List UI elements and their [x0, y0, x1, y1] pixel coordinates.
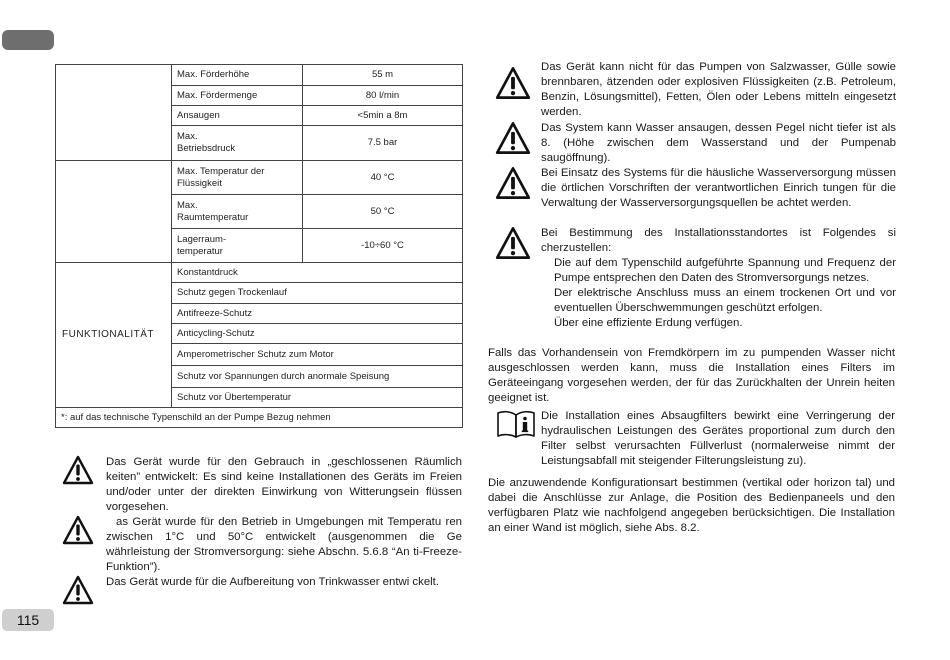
configuration-paragraph: Die anzuwendende Konfigurationsart bestimmen (vertikal oder horizon tal) und dabei die Anschlüsse zur Anlage, die Position des Bedienpaneels und den verfügbaren Platz wie nachfolgend angegeben berücksichtigen. Die Installation an einer Wand ist möglich, siehe Abs. 8.2.	[488, 477, 895, 534]
table-row	[56, 263, 463, 283]
param-line: Betriebsdruck	[177, 143, 236, 154]
warning-triangle-icon	[62, 455, 94, 485]
list-item: Der elektrische Anschluss muss an einem trockenen Ort und vor eventuellen Überschwemmungen geschützt erfolgen.	[554, 287, 896, 314]
param-cell: Ansaugen	[172, 106, 303, 126]
function-cell: Antifreeze-Schutz	[172, 304, 463, 324]
warning-text: Das System kann Wasser ansaugen, dessen Pegel nicht tiefer ist als 8. (Höhe zwischen dem Wasserstand und der Pumpenab saugöffnung).	[541, 122, 896, 164]
warning-block-fluids	[495, 60, 896, 120]
warning-block-drinking-water	[62, 575, 462, 605]
value-cell: <5min a 8m	[303, 106, 463, 126]
warning-text: as Gerät wurde für den Betrieb in Umgebungen mit Temperatu ren zwischen 1°C und 50°C entwickelt (ausgenommen die Ge währleistung der Stromversorgung: siehe Abschn. 5.6.8 “An ti-Freeze-Funktion”).	[106, 516, 462, 573]
value-cell: 50 °C	[303, 195, 463, 229]
warning-triangle-icon	[62, 515, 94, 545]
param-line: Max.	[177, 131, 198, 142]
warning-text: Das Gerät wurde für die Aufbereitung von Trinkwasser entwi ckelt.	[106, 576, 440, 588]
specification-table	[55, 64, 463, 428]
param-cell: Max. Förderhöhe	[172, 65, 303, 86]
warning-triangle-icon	[495, 66, 531, 100]
param-line: Raumtemperatur	[177, 211, 249, 223]
function-cell: Anticycling-Schutz	[172, 324, 463, 344]
param-cell	[172, 126, 303, 161]
warning-text: Das Gerät wurde für den Gebrauch in „geschlossenen Räumlich keiten” entwickelt: Es sind keine Installationen des Geräts im Freien und/oder unter der direkten Einwirkung von Witterungsein flüssen vorgesehen.	[106, 456, 462, 513]
param-line: Lagerraum-	[177, 233, 227, 245]
temperature-group-cell	[56, 161, 172, 263]
param-cell: Max. Fördermenge	[172, 86, 303, 106]
warning-block-regulations	[495, 166, 896, 211]
foreign-bodies-paragraph: Falls das Vorhandensein von Fremdkörpern im zu pumpenden Wasser nicht ausgeschlossen werden kann, muss die Installation eines Filters im Geräteeingang vorgesehen werden, der für das Zurückhalten der Unrein heiten geeignet ist.	[488, 347, 895, 404]
manual-info-icon	[496, 409, 536, 439]
value-cell: 40 °C	[303, 161, 463, 195]
param-line: Max.	[177, 199, 198, 211]
warning-text: Bei Bestimmung des Installationsstandortes ist Folgendes si cherzustellen:	[541, 227, 896, 254]
warning-text: Bei Einsatz des Systems für die häusliche Wasserversorgung müssen die örtlichen Vorschriften der verantwortlichen Einrich tungen für die Verwaltung der Wasserversorgungsquellen be achtet werden.	[541, 167, 896, 209]
table-row	[56, 408, 463, 428]
value-cell: 55 m	[303, 65, 463, 86]
functionality-group-cell: FUNKTIONALITÄT	[56, 263, 172, 408]
language-tab-marker	[2, 30, 54, 50]
function-cell: Schutz vor Übertemperatur	[172, 388, 463, 408]
hydraulic-group-cell	[56, 65, 172, 161]
installation-requirements-list	[541, 256, 896, 331]
warning-triangle-icon	[62, 575, 94, 605]
function-cell: Konstantdruck	[172, 263, 463, 283]
warning-text: Das Gerät kann nicht für das Pumpen von Salzwasser, Gülle sowie brennbaren, ätzenden oder explosiven Flüssigkeiten (z.B. Petroleum, Benzin, Lösungsmittel), Fetten, Ölen oder Lebens mitteln eingesetzt werden.	[541, 61, 896, 118]
table-row	[56, 65, 463, 86]
warning-triangle-icon	[495, 121, 531, 155]
value-cell: 80 l/min	[303, 86, 463, 106]
function-cell: Schutz gegen Trockenlauf	[172, 283, 463, 304]
param-line: Flüssigkeit	[177, 177, 222, 189]
info-note-block	[496, 409, 895, 469]
page-number: 115	[2, 609, 54, 631]
function-cell: Schutz vor Spannungen durch anormale Speisung	[172, 366, 463, 388]
param-line: temperatur	[177, 245, 223, 257]
value-cell: 7.5 bar	[303, 126, 463, 161]
warning-block-indoor	[62, 455, 462, 515]
value-cell: -10÷60 °C	[303, 229, 463, 263]
warning-triangle-icon	[495, 166, 531, 200]
list-item: Die auf dem Typenschild aufgeführte Spannung und Frequenz der Pumpe entsprechen den Daten des Stromversorgungs netzes.	[554, 257, 896, 284]
function-cell: Amperometrischer Schutz zum Motor	[172, 344, 463, 366]
param-cell	[172, 161, 303, 195]
param-cell	[172, 195, 303, 229]
list-item: Über eine effiziente Erdung verfügen.	[554, 317, 743, 329]
warning-block-installation-site	[495, 226, 896, 331]
param-cell	[172, 229, 303, 263]
table-footnote: *: auf das technische Typenschild an der Pumpe Bezug nehmen	[56, 408, 463, 428]
warning-block-suction	[495, 121, 896, 166]
warning-triangle-icon	[495, 226, 531, 260]
info-note-text: Die Installation eines Absaugfilters bewirkt eine Verringerung der hydraulischen Leistungen des Gerätes proportional zum durch den Filter selbst verursachten Füllverlust (normalerweise nimmt der Leistungsabfall mit steigender Filterungsleistung zu).	[541, 410, 895, 467]
param-line: Max. Temperatur der	[177, 165, 265, 177]
table-row	[56, 161, 463, 195]
warning-block-temperature	[62, 515, 462, 575]
